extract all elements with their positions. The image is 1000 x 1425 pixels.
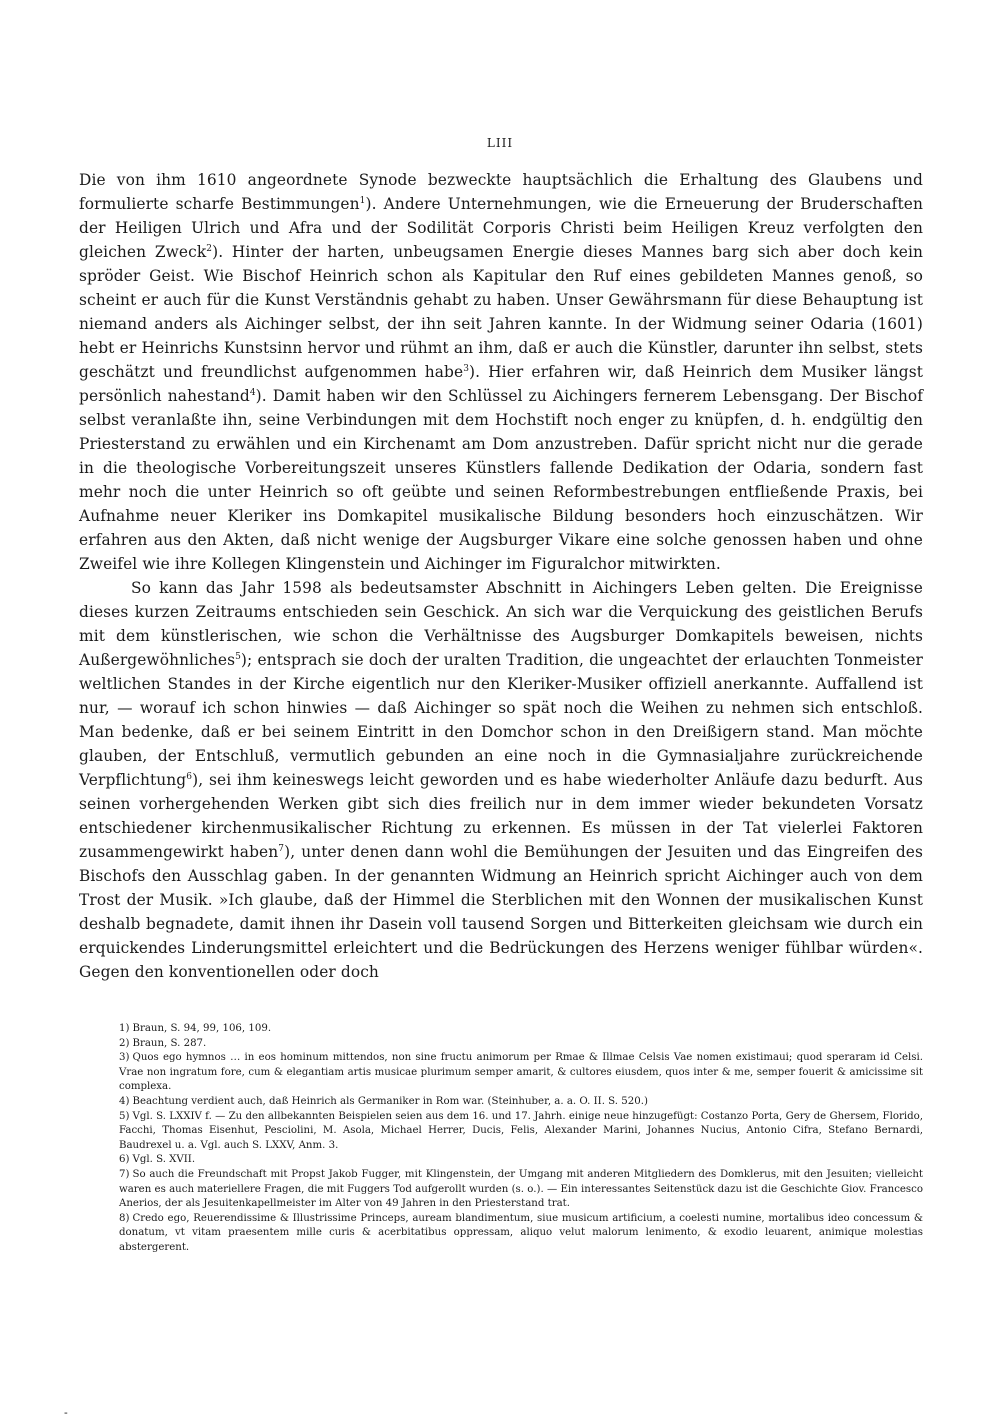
- footnote-4: [79, 1095, 923, 1110]
- footnote-text: Braun, S. 287.: [132, 1037, 207, 1049]
- footnote-ref: 4: [249, 387, 256, 398]
- body-text: [79, 168, 923, 984]
- footnote-ref: 2: [206, 243, 213, 254]
- footnote-mark: 6): [119, 1154, 130, 1166]
- text-segment: ), unter denen dann wohl die Bemühungen der Jesuiten und das Eingreifen des Bischofs den Ausschlag gaben. In der genannten Widmung an Heinrich spricht Aichinger auch von dem Trost der Musik. »Ich glaube, daß der Himmel die Sterblichen mit den Wonnen der musikalischen Kunst deshalb begnadete, damit ihnen ihr Dasein voll tausend Sorgen und Bitterkeiten gleichsam wie durch ein erquickendes Linderungsmittel erleichtert und die Bedrückungen des Herzens weniger fühlbar würden«. Gegen den konventionellen oder doch: [79, 843, 923, 981]
- footnote-mark: 5): [119, 1110, 130, 1122]
- footnotes: [79, 1022, 923, 1256]
- footnote-1: [79, 1022, 923, 1037]
- paragraph-2: [79, 576, 923, 984]
- text-segment: ), sei ihm keineswegs leicht geworden und es habe wiederholter Anläufe dazu bedurft. Aus seinen vorhergehenden Werken gibt sich dies freilich nur in dem immer wieder bekundeten Vorsatz entschiedener kirchenmusikalischer Richtung zu erkennen. Es müssen in der Tat vielerlei Faktoren zusammengewirkt haben: [79, 771, 923, 861]
- footnote-text: Braun, S. 94, 99, 106, 109.: [132, 1023, 272, 1034]
- footnote-text: Beachtung verdient auch, daß Heinrich als Germaniker in Rom war. (Steinhuber, a. a. O. II. S. 520.): [132, 1095, 648, 1107]
- text-segment: ). Andere Unternehmungen, wie die Erneuerung der Bruderschaften der Heiligen Ulrich und Afra und der Sodilität Corporis Christi beim Heiligen Kreuz verfolgten den gleichen Zweck: [79, 195, 923, 261]
- text-segment: ). Damit haben wir den Schlüssel zu Aichingers fernerem Lebensgang. Der Bischof selbst veranlaßte ihn, seine Verbindungen mit dem Hochstift noch enger zu knüpfen, d. h. endgültig den Priesterstand zu erwählen und ein Kirchenamt am Dom anzustreben. Dafür spricht nicht nur die gerade in die theologische Vorbereitungszeit unseres Künstlers fallende Dedikation der Odaria, sondern fast mehr noch die unter Heinrich so oft geübte und seinen Reformbestrebungen entfließende Praxis, bei Aufnahme neuer Kleriker ins Domkapitel musikalische Bildung besonders hoch einzuschätzen. Wir erfahren aus den Akten, daß nicht wenige der Augsburger Vikare eine solche genossen haben und ohne Zweifel wie ihre Kollegen Klingenstein und Aichinger im Figuralchor mitwirkten.: [79, 387, 924, 573]
- footnote-ref: 3: [463, 363, 470, 374]
- text-segment: Die von ihm 1610 angeordnete Synode bezweckte hauptsächlich die Erhaltung des Glaubens und formulierte scharfe Bestimmungen: [79, 171, 923, 213]
- corner-mark: -: [64, 1406, 68, 1419]
- footnote-8: [79, 1212, 923, 1256]
- footnote-ref: 6: [186, 771, 193, 782]
- text-segment: ); entsprach sie doch der uralten Tradition, die ungeachtet der erlauchten Tonmeister weltlichen Standes in der Kirche eigentlich nur den Kleriker-Musiker offiziell anerkannte. Auffallend ist nur, — worauf ich schon hinwies — daß Aichinger so spät noch die Weihen zu nehmen sich entschloß. Man bedenke, daß er bei seinem Eintritt in den Domchor schon in den Dreißigern stand. Man möchte glauben, der Entschluß, vermutlich gebunden an eine noch in die Gymnasialjahre zurückreichende Verpflichtung: [79, 651, 923, 789]
- footnote-text: Quos ego hymnos … in eos hominum mittendos, non sine fructu animorum per Rmae & Illmae Celsis Vae nomen existimaui; quod speraram id Celsi. Vrae non ingratum fore, cum & elegantiam artis musicae plurimum semper amarit, & cultores eiusdem, quos inter & me, semper fouerit & amicissime sit complexa.: [119, 1052, 923, 1093]
- footnote-7: [79, 1168, 923, 1212]
- footnote-mark: 1): [119, 1023, 130, 1034]
- footnote-5: [79, 1110, 923, 1154]
- footnote-mark: 2): [119, 1037, 130, 1049]
- footnote-6: [79, 1153, 923, 1168]
- page-number: LIII: [486, 136, 514, 150]
- footnote-text: Vgl. S. LXXIV f. — Zu den allbekannten Beispielen seien aus dem 16. und 17. Jahrh. einige neue hinzugefügt: Costanzo Porta, Gery de Ghersem, Florido, Facchi, Thomas Eisenhut, Pesciolini, M. Asola, Michael Herrer, Ducis, Felis, Alexander Marini, Johannes Nucius, Antonio Cifra, Stefano Bernardi, Baudrexel u. a. Vgl. auch S. LXXV, Anm. 3.: [119, 1110, 923, 1151]
- text-segment: So kann das Jahr 1598 als bedeutsamster Abschnitt in Aichingers Leben gelten. Die Ereignisse dieses kurzen Zeitraums entschieden sein Geschick. An sich war die Verquickung des geistlichen Berufs mit dem künstlerischen, wie schon die Verhältnisse des Augsburger Domkapitels beweisen, nichts Außergewöhnliches: [79, 579, 923, 669]
- footnote-2: [79, 1037, 923, 1052]
- text-segment: ). Hinter der harten, unbeugsamen Energie dieses Mannes barg sich aber doch kein spröder Geist. Wie Bischof Heinrich schon als Kapitular den Ruf eines gebildeten Mannes genoß, so scheint er auch für die Kunst Verständnis gehabt zu haben. Unser Gewährsmann für diese Behauptung ist niemand anders als Aichinger selbst, der ihn seit Jahren kannte. In der Widmung seiner Odaria (1601) hebt er Heinrichs Kunstsinn hervor und rühmt an ihm, daß er auch die Künstler, darunter ihn selbst, stets geschätzt und freundlichst aufgenommen habe: [79, 243, 923, 381]
- footnote-mark: 4): [119, 1095, 130, 1107]
- paragraph-1: [79, 168, 923, 576]
- footnote-text: Vgl. S. XVII.: [132, 1154, 196, 1166]
- footnote-mark: 8): [119, 1212, 130, 1224]
- footnote-ref: 5: [235, 651, 241, 662]
- footnote-ref: 1: [359, 195, 366, 206]
- footnote-text: Credo ego, Reuerendissime & Illustrissime Princeps, auream blandimentum, siue musicum artificium, a coelesti numine, mortalibus ideo concessum & donatum, vt vitam praesentem mille curis & acerbitatibus oppressam, aliquo velut malorum lenimento, & exodio leuarent, animique molestias abstergerent.: [119, 1212, 923, 1253]
- footnote-mark: 3): [119, 1052, 130, 1064]
- text-segment: ). Hier erfahren wir, daß Heinrich dem Musiker längst persönlich nahestand: [79, 363, 923, 405]
- footnote-text: So auch die Freundschaft mit Propst Jakob Fugger, mit Klingenstein, der Umgang mit anderen Mitgliedern des Domklerus, mit den Jesuiten; vielleicht waren es auch materiellere Fragen, die mit Fuggers Tod aufgerollt wurden (s. o.). — Ein interessantes Seitenstück dazu ist die Geschichte Giov. Francesco Anerios, der als Jesuitenkapellmeister im Alter von 49 Jahren in den Priesterstand trat.: [119, 1168, 923, 1210]
- footnote-3: [79, 1051, 923, 1095]
- footnote-mark: 7): [119, 1168, 130, 1180]
- footnote-ref: 7: [278, 843, 285, 854]
